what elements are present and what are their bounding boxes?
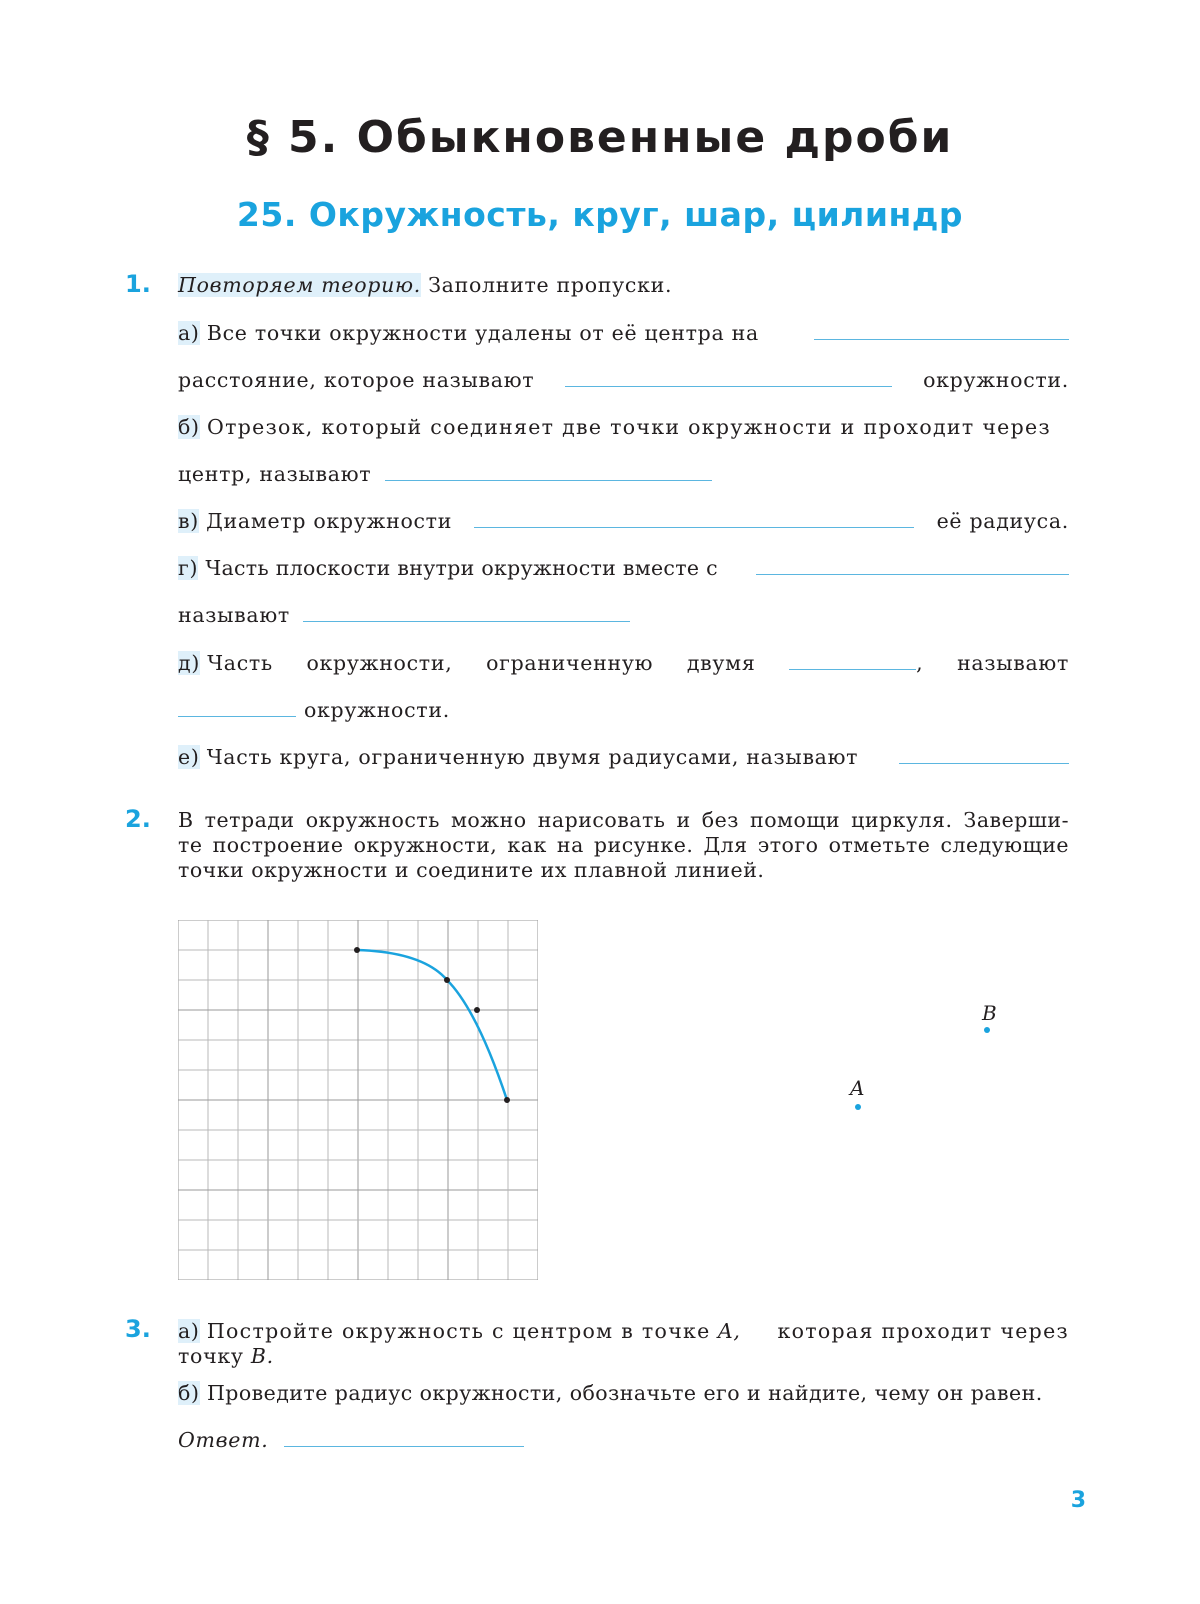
arc-point: [444, 977, 450, 983]
task1-intro-text: Заполните пропуски.: [428, 273, 673, 297]
task1-d-line1: [178, 650, 1069, 676]
task1-a-line1: [178, 320, 1069, 346]
answer-blank[interactable]: [756, 556, 1069, 575]
answer-blank[interactable]: [474, 509, 914, 528]
answer-blank[interactable]: [284, 1428, 524, 1447]
point-a-dot[interactable]: [855, 1104, 861, 1110]
task2-line: точки окружности и соедините их плавной линией.: [178, 858, 765, 882]
task1-a-text-2: расстояние, которое называют: [178, 368, 535, 392]
task1-e-text: Часть круга, ограниченную двумя радиусами, называют: [206, 745, 859, 769]
point-b-dot[interactable]: [984, 1027, 990, 1033]
item-label-a: а): [178, 321, 200, 345]
answer-blank[interactable]: [565, 368, 892, 387]
task1-a-text-3: окружности.: [923, 368, 1069, 392]
answer-label: Ответ.: [178, 1428, 269, 1452]
task1-intro-italic: Повторяем теорию.: [178, 273, 421, 297]
task-number-2: 2.: [125, 805, 151, 833]
task1-d-word: ограниченную: [486, 651, 654, 675]
item-label-b: б): [178, 415, 200, 439]
point-a-label: A: [850, 1076, 865, 1100]
item-label-g: г): [178, 556, 199, 580]
task3-a-text-2: которая проходит через: [777, 1319, 1069, 1343]
point-b-label: B: [982, 1001, 997, 1025]
task1-d-word: двумя: [686, 651, 756, 675]
task3-b-line: [178, 1380, 1069, 1406]
page-number: 3: [1070, 1488, 1086, 1513]
arc-point: [474, 1007, 480, 1013]
task3-answer-line: [178, 1427, 1069, 1453]
task1-g-text-2: называют: [178, 603, 290, 627]
arc-point: [504, 1097, 510, 1103]
task1-d-comma: ,: [916, 651, 924, 675]
circle-arc: [357, 950, 507, 1100]
point-b-ref: B.: [250, 1344, 274, 1368]
task1-b-line1: [178, 414, 1069, 440]
task1-d-word: называют: [957, 651, 1069, 675]
chapter-title: § 5. Обыкновенные дроби: [246, 112, 954, 163]
task1-d-line2: [178, 697, 1069, 723]
task1-a-text: Все точки окружности удалены от её центра на: [206, 321, 759, 345]
task1-b-text: Отрезок, который соединяет две точки окружности и проходит через: [206, 415, 1051, 439]
item-label-a: а): [178, 1319, 200, 1343]
item-label-d: д): [178, 651, 201, 675]
arc-point: [354, 947, 360, 953]
answer-blank[interactable]: [178, 698, 296, 717]
item-label-b: б): [178, 1381, 200, 1405]
task1-d-text-2: окружности.: [304, 698, 450, 722]
task1-d-word: окружности,: [306, 651, 453, 675]
task3-a-line2: [178, 1343, 1069, 1369]
answer-blank[interactable]: [789, 651, 916, 670]
task3-a-line1: [178, 1318, 1069, 1344]
point-a-ref: A,: [717, 1319, 741, 1343]
task1-intro: [178, 272, 1069, 298]
section-title: 25. Окружность, круг, шар, цилиндр: [236, 195, 964, 234]
task2-text: [178, 808, 1069, 883]
task2-line: те построение окружности, как на рисунке. Для этого отметьте следующие: [178, 833, 1069, 857]
task1-v-text: Диаметр окружности: [206, 509, 453, 533]
answer-blank[interactable]: [814, 321, 1069, 340]
task1-v-line: [178, 508, 1069, 534]
item-label-v: в): [178, 509, 199, 533]
answer-blank[interactable]: [303, 603, 630, 622]
task1-e-line: [178, 744, 1069, 770]
task3-a-text-3: точку: [178, 1344, 244, 1368]
task-number-1: 1.: [125, 270, 151, 298]
task1-b-text-2: центр, называют: [178, 462, 372, 486]
item-label-e: е): [178, 745, 200, 769]
task3-a-text: Постройте окружность с центром в точке: [206, 1319, 711, 1343]
task1-b-line2: [178, 461, 1069, 487]
task1-d-word: Часть: [207, 651, 273, 675]
task1-a-line2: [178, 367, 1069, 393]
task1-g-text: Часть плоскости внутри окружности вместе с: [205, 556, 718, 580]
task1-g-line1: [178, 555, 1069, 581]
answer-blank[interactable]: [899, 745, 1069, 764]
task1-v-text-2: её радиуса.: [936, 509, 1069, 533]
task1-g-line2: [178, 602, 1069, 628]
grid-drawing[interactable]: [178, 920, 538, 1280]
answer-blank[interactable]: [385, 462, 712, 481]
task2-line: В тетради окружность можно нарисовать и без помощи циркуля. Заверши-: [178, 808, 1069, 832]
task3-b-text: Проведите радиус окружности, обозначьте его и найдите, чему он равен.: [206, 1381, 1043, 1405]
task-number-3: 3.: [125, 1315, 151, 1343]
